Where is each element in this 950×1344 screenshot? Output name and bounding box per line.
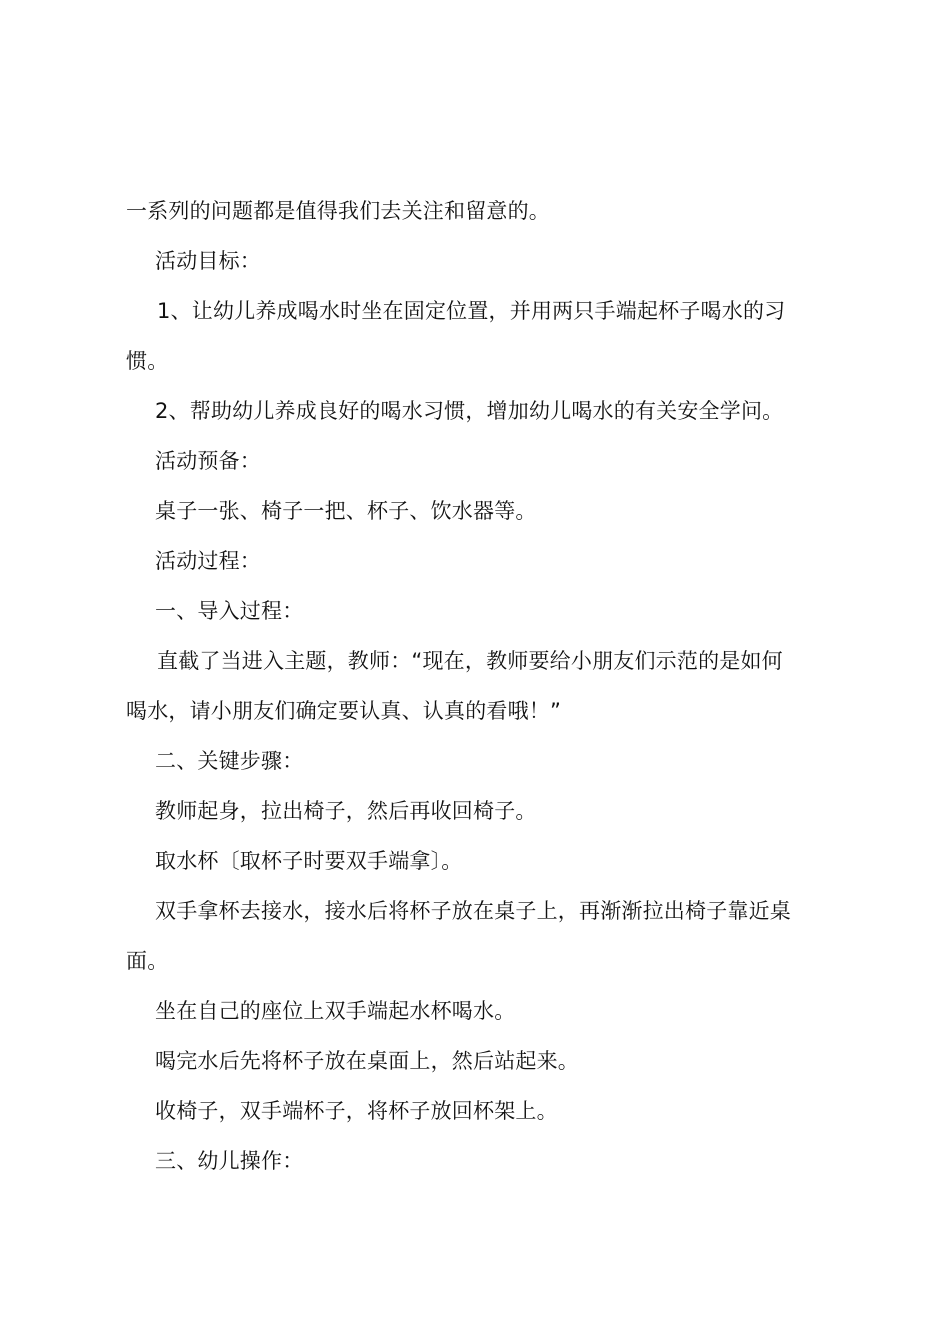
intro-text: 直截了当进入主题，教师：“现在，教师要给小朋友们示范的是如何 bbox=[157, 649, 783, 673]
section-heading-process: 活动过程： bbox=[155, 549, 261, 573]
subsection-heading-key-steps: 二、关键步骤： bbox=[155, 749, 304, 773]
section-heading-goals: 活动目标： bbox=[155, 249, 261, 273]
intro-text-continuation: 喝水，请小朋友们确定要认真、认真的看哦！” bbox=[126, 699, 562, 723]
step-3-continuation: 面。 bbox=[126, 949, 169, 973]
preparation-text: 桌子一张、椅子一把、杯子、饮水器等。 bbox=[155, 499, 537, 523]
goal-item-1-continuation: 惯。 bbox=[126, 349, 169, 373]
subsection-heading-child-practice: 三、幼儿操作： bbox=[155, 1149, 304, 1173]
step-4: 坐在自己的座位上双手端起水杯喝水。 bbox=[155, 999, 516, 1023]
subsection-heading-intro: 一、导入过程： bbox=[155, 599, 304, 623]
step-2: 取水杯〔取杯子时要双手端拿〕。 bbox=[155, 849, 463, 873]
goal-item-1: 1、让幼儿养成喝水时坐在固定位置，并用两只手端起杯子喝水的习 bbox=[157, 299, 786, 323]
paragraph-continuation: 一系列的问题都是值得我们去关注和留意的。 bbox=[126, 199, 550, 223]
goal-item-2: 2、帮助幼儿养成良好的喝水习惯，增加幼儿喝水的有关安全学问。 bbox=[155, 399, 784, 423]
step-6: 收椅子，双手端杯子，将杯子放回杯架上。 bbox=[155, 1099, 558, 1123]
step-5: 喝完水后先将杯子放在桌面上，然后站起来。 bbox=[155, 1049, 579, 1073]
document-body bbox=[126, 186, 836, 1186]
step-3: 双手拿杯去接水，接水后将杯子放在桌子上，再渐渐拉出椅子靠近桌 bbox=[155, 899, 791, 923]
section-heading-preparation: 活动预备： bbox=[155, 449, 261, 473]
step-1: 教师起身，拉出椅子，然后再收回椅子。 bbox=[155, 799, 537, 823]
